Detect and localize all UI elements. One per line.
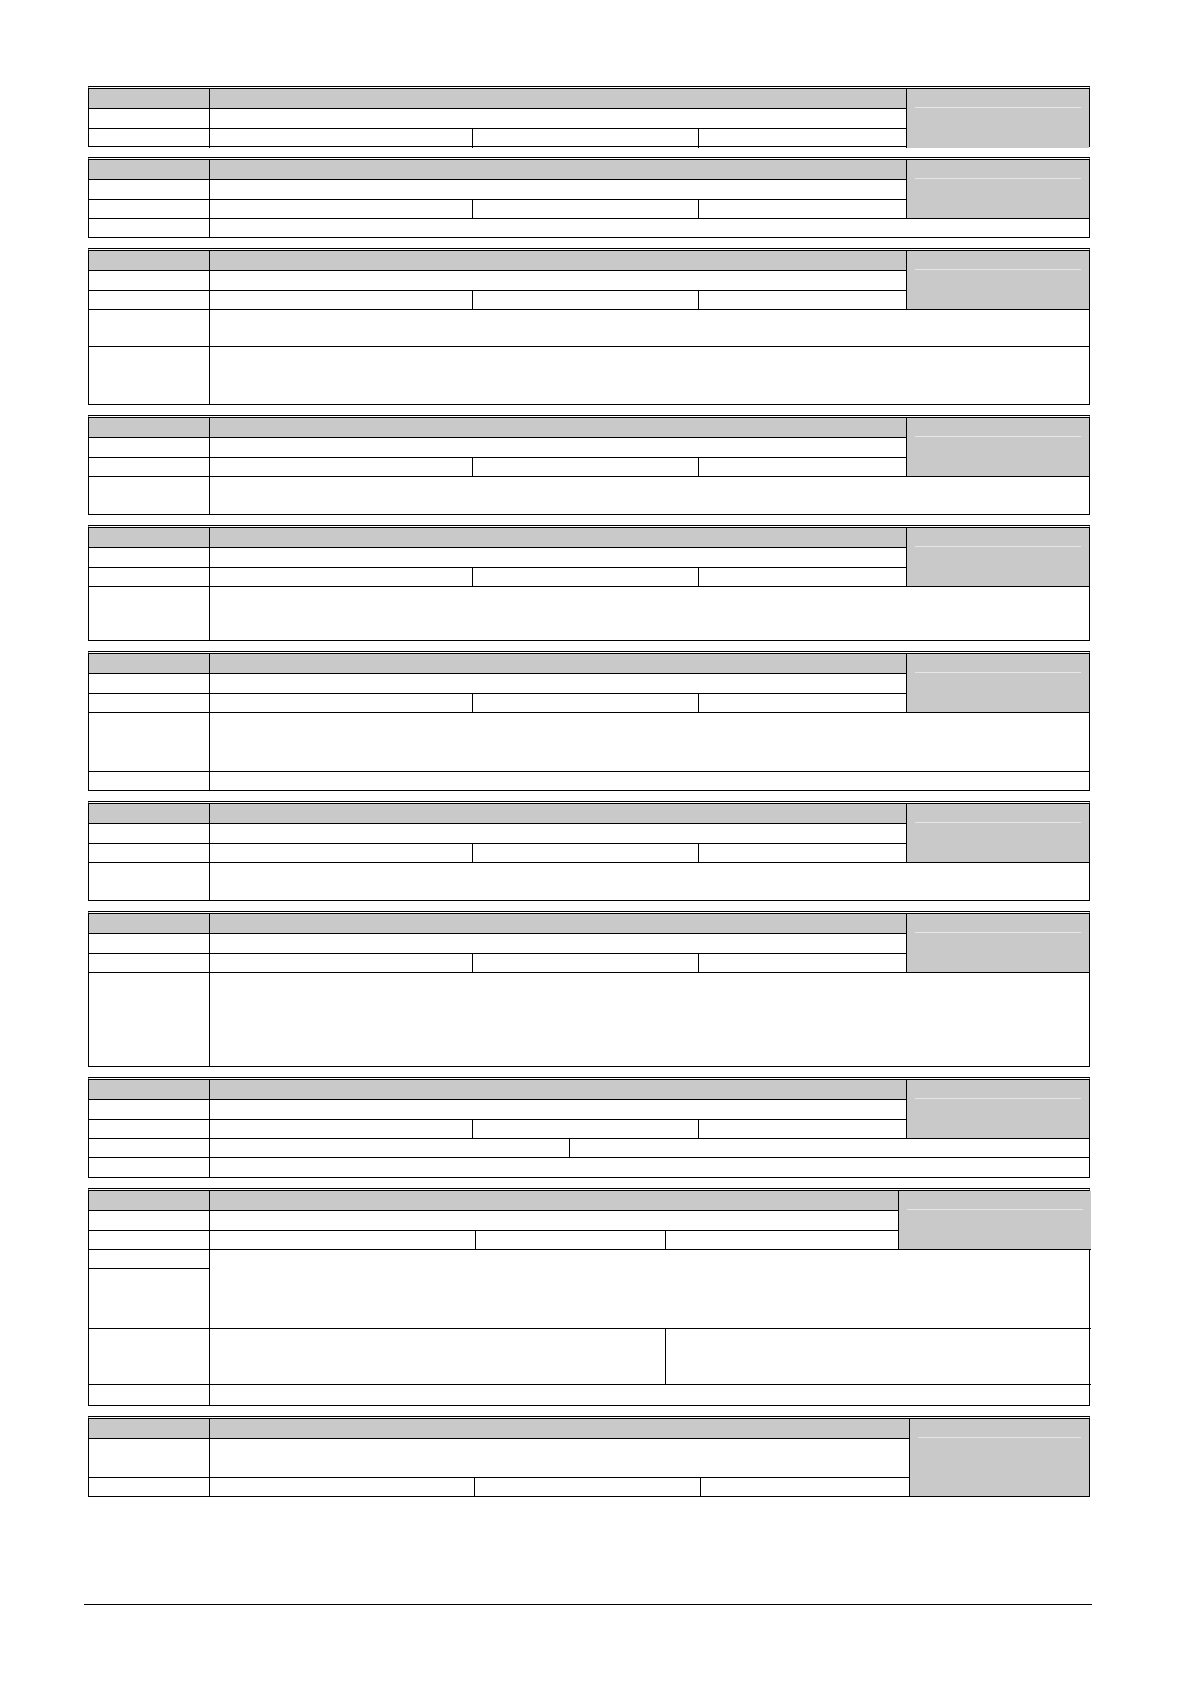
field-cell[interactable] [210,914,907,934]
field-cell[interactable] [666,1231,899,1250]
label-cell [89,251,210,271]
label-cell [89,1478,210,1496]
field-cell[interactable] [210,200,473,219]
label-cell [89,863,210,900]
form-block-5 [88,525,1090,641]
field-cell[interactable] [210,219,1089,237]
field-cell[interactable] [210,1139,570,1158]
field-cell[interactable] [473,129,699,148]
info-box [907,654,1089,713]
label-cell [89,568,210,587]
field-cell[interactable] [210,180,907,200]
text-area-cell[interactable] [210,587,1089,640]
label-cell [89,654,210,674]
label-cell [89,1269,210,1329]
form-block-6 [88,651,1090,791]
field-cell[interactable] [473,568,699,587]
form-block-9 [88,1077,1090,1178]
field-cell[interactable] [210,1100,907,1120]
text-area-cell[interactable] [210,863,1089,900]
label-cell [89,914,210,934]
label-cell [89,804,210,824]
label-cell [89,1419,210,1439]
field-cell[interactable] [210,271,907,291]
field-cell[interactable] [473,291,699,310]
field-cell[interactable] [473,694,699,713]
info-box [907,251,1089,310]
label-cell [89,1080,210,1100]
text-area-cell[interactable] [210,973,1089,1066]
form-block-11 [88,1416,1090,1497]
text-area-cell[interactable] [210,713,1089,772]
field-cell[interactable] [210,1419,910,1439]
field-cell[interactable] [210,89,907,109]
label-cell [89,934,210,954]
field-cell[interactable] [699,954,907,973]
info-box [907,914,1089,973]
field-cell[interactable] [210,1191,899,1211]
info-box [907,528,1089,587]
label-cell [89,1439,210,1478]
field-cell[interactable] [210,458,473,477]
label-cell [89,772,210,790]
field-cell[interactable] [699,568,907,587]
label-cell [89,1100,210,1120]
label-cell [89,458,210,477]
info-box [907,89,1089,148]
field-cell[interactable] [210,1385,1091,1405]
label-cell [89,528,210,548]
field-cell[interactable] [210,1478,475,1496]
label-cell [89,160,210,180]
form-block-10 [88,1188,1090,1406]
field-cell[interactable] [210,844,473,863]
field-cell[interactable] [210,1080,907,1100]
field-cell[interactable] [210,160,907,180]
label-cell [89,824,210,844]
info-box [907,418,1089,477]
field-cell[interactable] [210,824,907,844]
label-cell [89,694,210,713]
label-cell [89,271,210,291]
field-cell[interactable] [210,109,907,129]
field-cell[interactable] [210,251,907,271]
field-cell[interactable] [570,1139,1089,1158]
label-cell [89,587,210,640]
label-cell [89,1250,210,1269]
text-area-cell[interactable] [666,1329,1091,1385]
field-cell[interactable] [210,291,473,310]
field-cell[interactable] [210,548,907,568]
label-cell [89,1158,210,1177]
field-cell[interactable] [210,528,907,548]
field-cell[interactable] [473,458,699,477]
field-cell[interactable] [699,694,907,713]
form-block-3 [88,248,1090,405]
text-area-cell[interactable] [210,477,1089,514]
form-block-2 [88,157,1090,238]
field-cell[interactable] [210,1120,699,1139]
field-cell[interactable] [210,804,907,824]
info-box [910,1419,1089,1496]
text-area-cell[interactable] [210,347,1089,404]
label-cell [89,548,210,568]
form-block-1 [88,86,1090,147]
field-cell[interactable] [210,674,907,694]
field-cell[interactable] [210,568,473,587]
field-cell[interactable] [210,1158,1089,1177]
field-cell[interactable] [210,934,907,954]
label-cell [89,180,210,200]
field-cell[interactable] [473,954,699,973]
field-cell[interactable] [210,438,907,458]
label-cell [89,219,210,237]
label-cell [89,89,210,109]
field-cell[interactable] [473,200,699,219]
info-box [907,160,1089,219]
field-cell[interactable] [210,772,1089,790]
field-cell[interactable] [210,1439,910,1478]
form-block-8 [88,911,1090,1067]
text-area-cell[interactable] [210,310,1089,347]
label-cell [89,1231,210,1250]
label-cell [89,1211,210,1231]
text-area-cell[interactable] [210,1329,666,1385]
label-cell [89,1120,210,1139]
field-cell[interactable] [701,1478,910,1496]
field-cell[interactable] [699,291,907,310]
field-cell[interactable] [210,954,473,973]
info-box [907,804,1089,863]
label-cell [89,347,210,404]
text-area-cell[interactable] [210,1250,1091,1329]
label-cell [89,291,210,310]
field-cell[interactable] [210,1211,899,1231]
label-cell [89,1191,210,1211]
field-cell[interactable] [699,458,907,477]
field-cell[interactable] [473,844,699,863]
label-cell [89,109,210,129]
form-block-4 [88,415,1090,515]
label-cell [89,438,210,458]
label-cell [89,1329,210,1385]
field-cell[interactable] [210,654,907,674]
label-cell [89,954,210,973]
label-cell [89,674,210,694]
label-cell [89,310,210,347]
info-box [899,1191,1091,1250]
label-cell [89,200,210,219]
field-cell[interactable] [699,200,907,219]
field-cell[interactable] [699,129,907,148]
field-cell[interactable] [210,418,907,438]
field-cell[interactable] [699,844,907,863]
label-cell [89,418,210,438]
field-cell[interactable] [210,129,473,148]
form-block-7 [88,801,1090,901]
field-cell[interactable] [210,694,473,713]
label-cell [89,1385,210,1405]
label-cell [89,129,210,148]
label-cell [89,844,210,863]
label-cell [89,1139,210,1158]
label-cell [89,477,210,514]
label-cell [89,713,210,772]
field-cell[interactable] [699,1120,907,1139]
field-cell[interactable] [475,1478,701,1496]
info-box [907,1080,1089,1139]
label-cell [89,973,210,1066]
footer-rule [84,1604,1092,1605]
field-cell[interactable] [210,1231,666,1250]
